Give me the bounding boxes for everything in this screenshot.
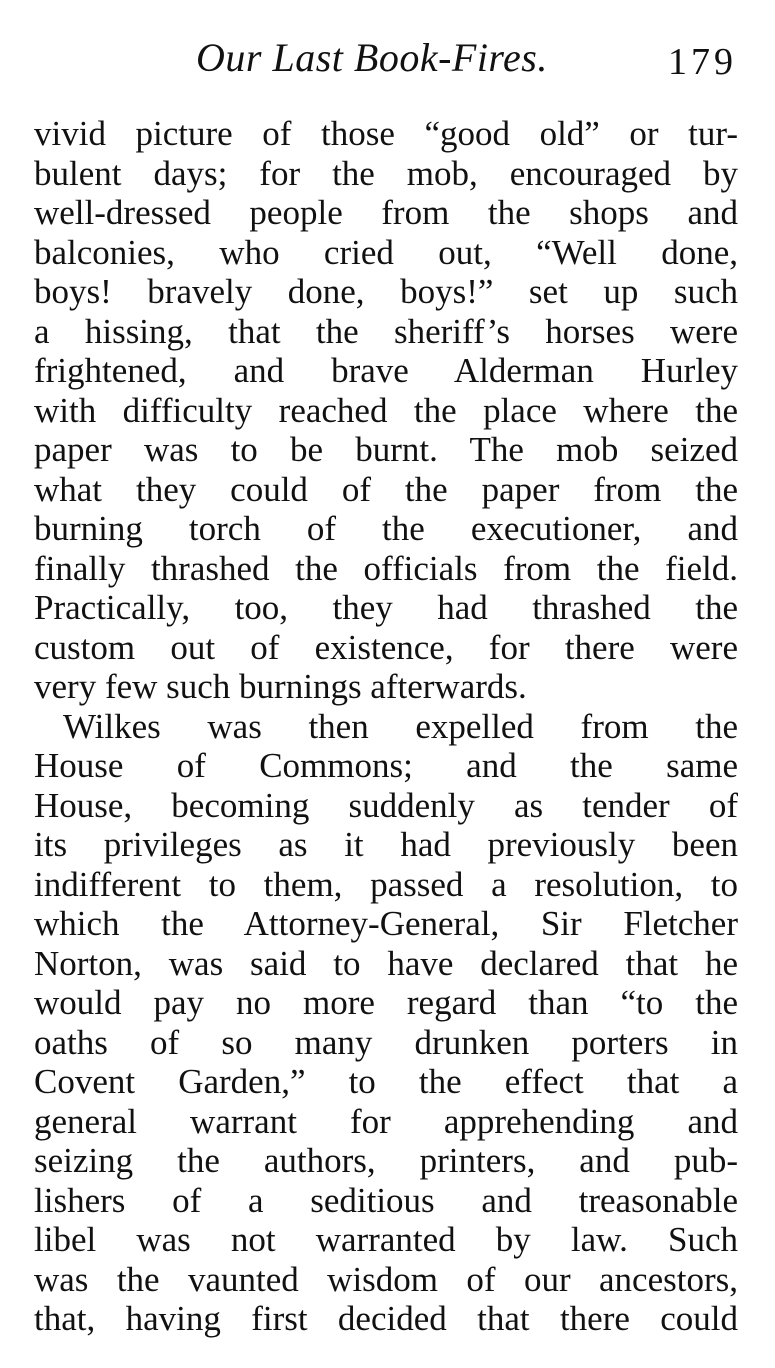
running-title: Our Last Book-Fires. [196, 35, 548, 80]
text-line: a hissing, that the sheriff’s horses were [34, 311, 738, 351]
text-line: with difficulty reached the place where the [34, 390, 738, 430]
text-line: frightened, and brave Alderman Hurley [34, 351, 738, 390]
text-line: was the vaunted wisdom of our ancestors, [34, 1259, 738, 1299]
text-line: oaths of so many drunken porters in [34, 1022, 738, 1062]
text-line: would pay no more regard than “to the [34, 983, 738, 1022]
text-line: Norton, was said to have declared that he [34, 943, 738, 983]
text-line: seizing the authors, printers, and pub- [34, 1141, 738, 1180]
text-line: lishers of a seditious and treasonable [34, 1180, 738, 1220]
text-line: paper was to be burnt. The mob seized [34, 430, 738, 469]
page-number: 179 [668, 41, 737, 83]
text-line: burning torch of the executioner, and [34, 509, 738, 548]
text-line: its privileges as it had previously been [34, 825, 738, 864]
page-header [0, 28, 775, 88]
text-line: Wilkes was then expelled from the [63, 706, 738, 746]
text-line: vivid picture of those “good old” or tur- [34, 114, 738, 153]
text-line: House of Commons; and the same [34, 746, 738, 785]
text-line: House, becoming suddenly as tender of [34, 785, 738, 825]
text-line: balconies, who cried out, “Well done, [34, 232, 738, 272]
text-line: which the Attorney-General, Sir Fletcher [34, 904, 738, 943]
text-line: finally thrashed the officials from the field. [34, 548, 738, 588]
text-line: libel was not warranted by law. Such [34, 1220, 738, 1259]
text-line: what they could of the paper from the [34, 469, 738, 509]
text-line: Covent Garden,” to the effect that a [34, 1062, 738, 1101]
text-line: that, having first decided that there could [34, 1299, 738, 1338]
text-line: very few such burnings afterwards. [34, 667, 527, 706]
text-line: well-dressed people from the shops and [34, 193, 738, 232]
text-line: general warrant for apprehending and [34, 1101, 738, 1141]
text-line: indifferent to them, passed a resolution, to [34, 864, 738, 904]
text-line: custom out of existence, for there were [34, 627, 738, 667]
text-line: boys! bravely done, boys!” set up such [34, 272, 738, 311]
text-line: Practically, too, they had thrashed the [34, 588, 738, 627]
text-line: bulent days; for the mob, encouraged by [34, 153, 738, 193]
